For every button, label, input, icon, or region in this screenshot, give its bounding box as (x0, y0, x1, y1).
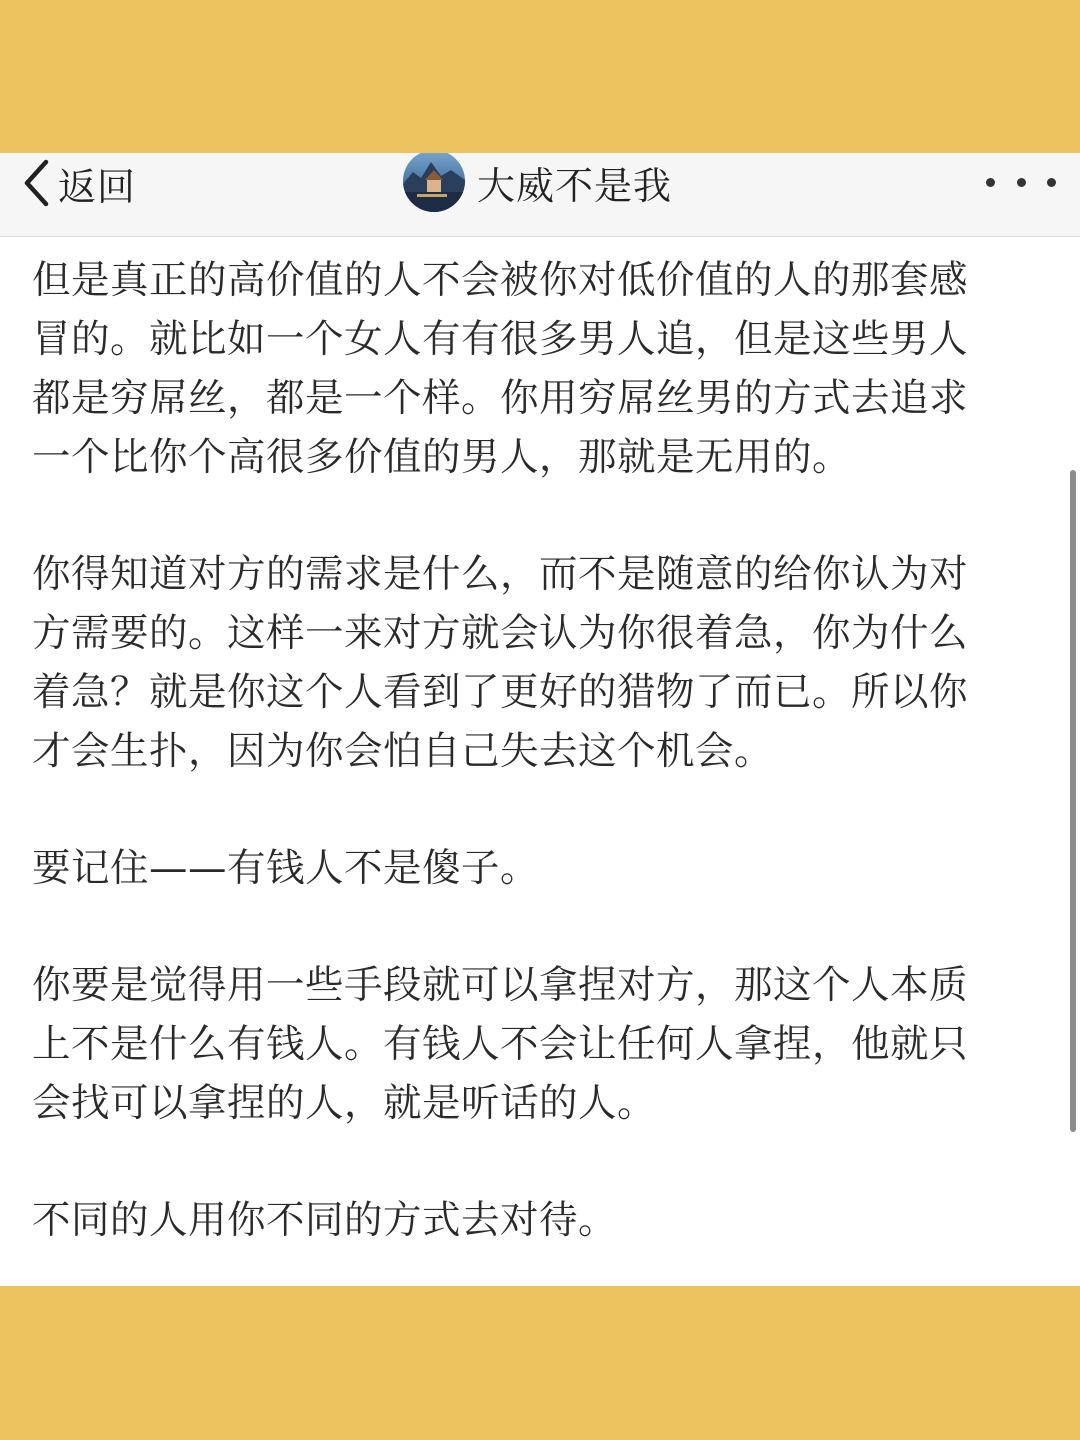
author-profile[interactable] (403, 153, 672, 211)
post-paragraph: 要记住——有钱人不是傻子。 (32, 846, 540, 891)
post-paragraph: 你得知道对方的需求是什么，而不是随意的给你认为对 方需要的。这样一来对方就会认为你很着急，你为什么 着急？就是你这个人看到了更好的猎物了而已。所以你 才会生扑，因为你会怕自己失去这个机会。 (32, 552, 969, 774)
avatar[interactable] (403, 153, 465, 212)
post-content (32, 251, 1042, 1286)
more-dot (1047, 178, 1056, 187)
more-horizontal-icon (986, 178, 995, 187)
post-screen (0, 153, 1080, 1286)
chevron-left-icon (22, 158, 52, 208)
top-color-band (0, 0, 1080, 153)
back-button[interactable] (22, 155, 136, 211)
scrollbar-thumb[interactable] (1070, 470, 1076, 1132)
post-paragraph: 你要是觉得用一些手段就可以拿捏对方，那这个人本质 上不是什么有钱人。有钱人不会让任何人拿捏，他就只 会找可以拿捏的人，就是听话的人。 (32, 963, 969, 1126)
more-button[interactable] (986, 167, 1056, 197)
bottom-color-band (0, 1286, 1080, 1440)
post-paragraph: 但是真正的高价值的人不会被你对低价值的人的那套感 冒的。就比如一个女人有有很多男人追，但是这些男人 都是穷屌丝，都是一个样。你用穷屌丝男的方式去追求 一个比你个高很多价值的男人，那就是无用的。 (32, 258, 969, 480)
navigation-bar (0, 153, 1080, 237)
author-username: 大威不是我 (477, 163, 673, 208)
post-paragraph: 不同的人用你不同的方式去对待。 (32, 1198, 618, 1243)
more-dot (1017, 178, 1026, 187)
back-label: 返回 (58, 164, 137, 209)
